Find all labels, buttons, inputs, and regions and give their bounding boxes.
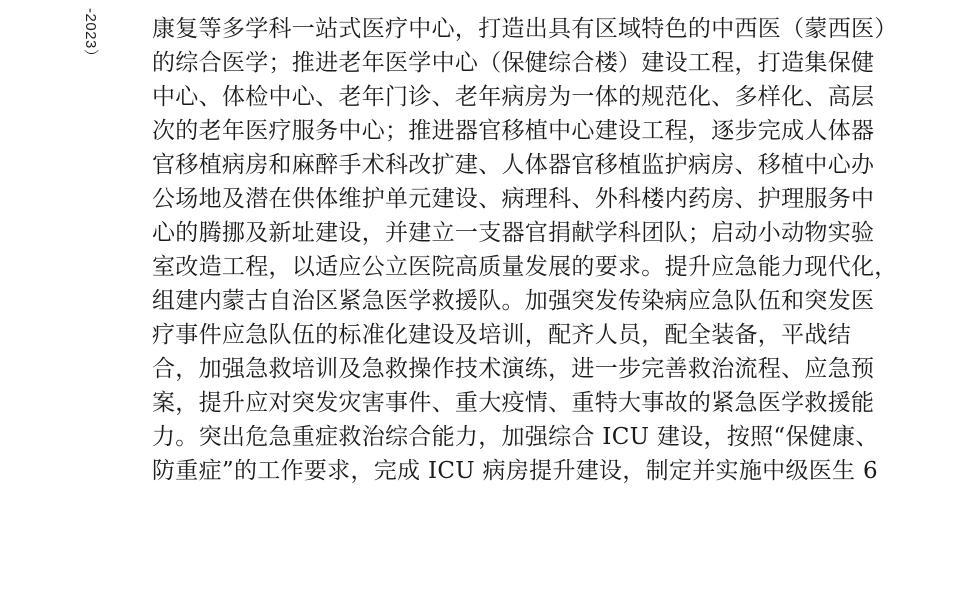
- text-line: 官移植病房和麻醉手术科改扩建、人体器官移植监护病房、移植中心办: [152, 152, 875, 178]
- text-line: 公场地及潜在供体维护单元建设、病理科、外科楼内药房、护理服务中: [152, 186, 875, 212]
- text-line: [152, 0, 964, 12]
- text-line: 防重症”的工作要求，完成 ICU 病房提升建设，制定并实施中级医生 6: [152, 458, 878, 484]
- text-line: 室改造工程，以适应公立医院高质量发展的要求。提升应急能力现代化，: [152, 254, 898, 280]
- text-line: 合，加强急救培训及急救操作技术演练，进一步完善救治流程、应急预: [152, 356, 875, 382]
- text-line: 案，提升应对突发灾害事件、重大疫情、重特大事故的紧急医学救援能: [152, 390, 875, 416]
- text-line: 的综合医学；推进老年医学中心（保健综合楼）建设工程，打造集保健: [152, 50, 875, 76]
- body-text: [152, 0, 964, 488]
- text-line: 组建内蒙古自治区紧急医学救援队。加强突发传染病应急队伍和突发医: [152, 288, 875, 314]
- page-side-label: -2023）: [82, 8, 99, 65]
- text-line: 力。突出危急重症救治综合能力，加强综合 ICU 建设，按照“保健康、: [152, 424, 879, 450]
- text-line: 中心、体检中心、老年门诊、老年病房为一体的规范化、多样化、高层: [152, 84, 875, 110]
- text-line: 疗事件应急队伍的标准化建设及培训，配齐人员，配全装备，平战结: [152, 322, 851, 348]
- text-line: 次的老年医疗服务中心；推进器官移植中心建设工程，逐步完成人体器: [152, 118, 875, 144]
- text-line: 心的腾挪及新址建设，并建立一支器官捐献学科团队；启动小动物实验: [152, 220, 875, 246]
- text-line: 康复等多学科一站式医疗中心，打造出具有区域特色的中西医（蒙西医）: [152, 16, 898, 42]
